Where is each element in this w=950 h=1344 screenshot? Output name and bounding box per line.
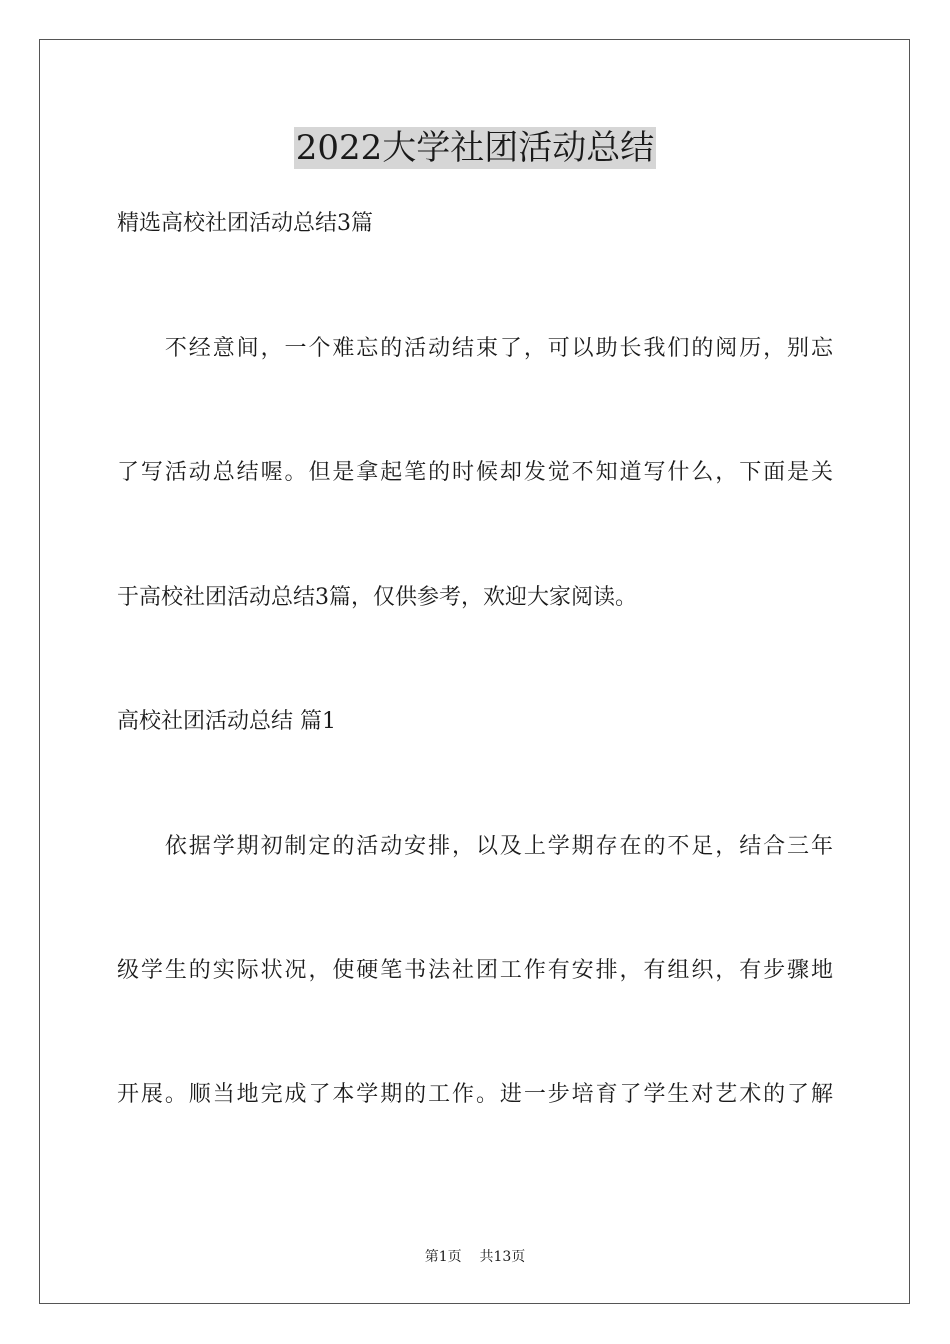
section-heading: 高校社团活动总结 篇1 xyxy=(117,709,336,734)
intro-line-1: 不经意间，一个难忘的活动结束了，可以助长我们的阅历，别忘 xyxy=(117,336,833,361)
page-footer xyxy=(0,1247,950,1267)
intro-line-2: 了写活动总结喔。但是拿起笔的时候却发觉不知道写什么，下面是关 xyxy=(117,460,833,485)
section-line-2: 级学生的实际状况，使硬笔书法社团工作有安排，有组织，有步骤地 xyxy=(117,958,833,983)
document-title: 2022大学社团活动总结 xyxy=(295,128,655,168)
page-total: 共13页 xyxy=(479,1249,526,1265)
intro-line-3: 于高校社团活动总结3篇，仅供参考，欢迎大家阅读。 xyxy=(117,585,637,610)
section-line-1: 依据学期初制定的活动安排，以及上学期存在的不足，结合三年 xyxy=(117,834,833,859)
title-container xyxy=(0,127,950,169)
section-line-3: 开展。顺当地完成了本学期的工作。进一步培育了学生对艺术的了解 xyxy=(117,1082,833,1107)
page-number: 第1页 xyxy=(424,1249,462,1265)
document-subtitle: 精选高校社团活动总结3篇 xyxy=(117,211,373,236)
